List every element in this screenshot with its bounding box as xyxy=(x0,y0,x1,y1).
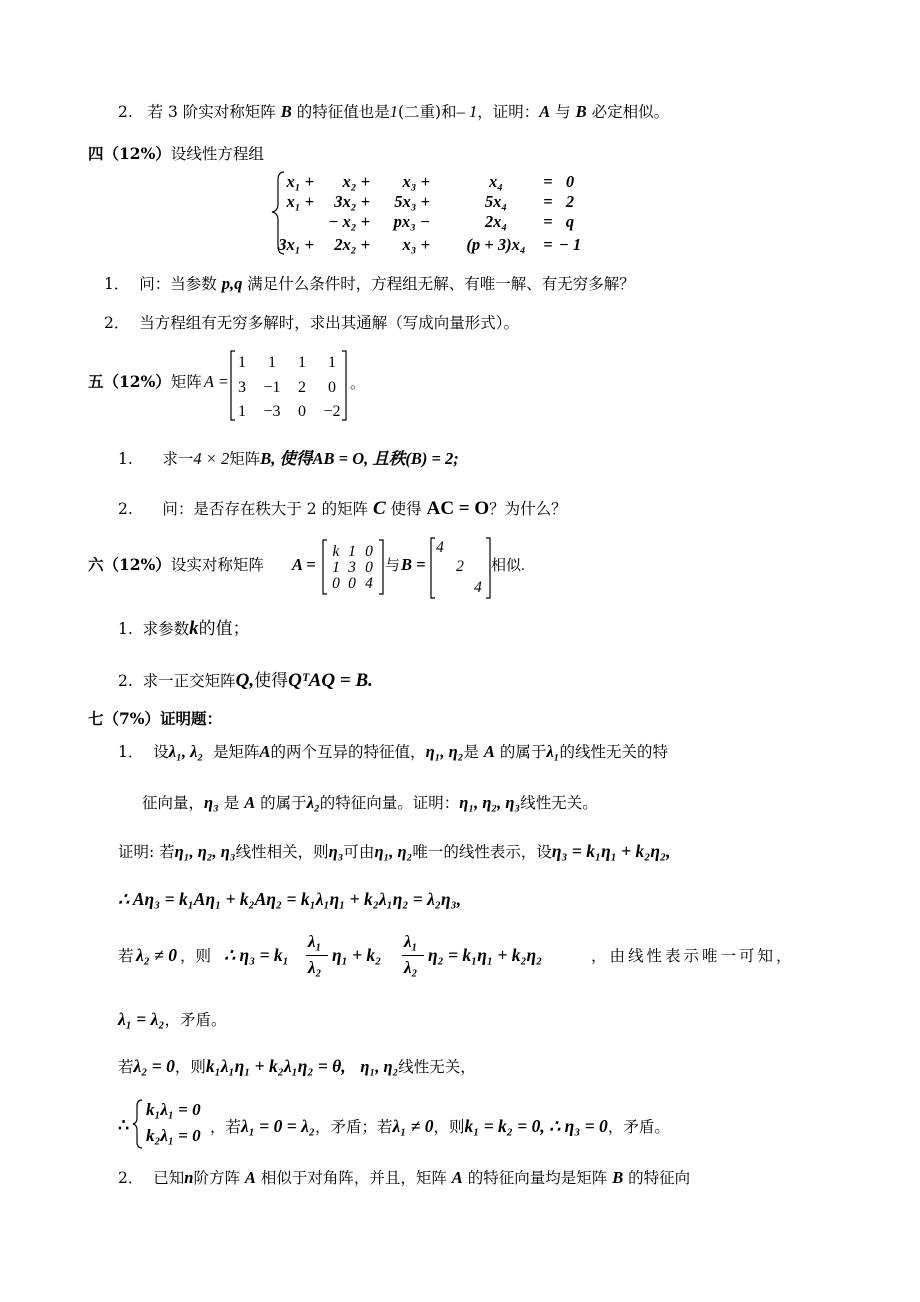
B-eq: B = xyxy=(401,555,426,574)
eq-cell: = xyxy=(543,172,553,191)
section-6-matrices xyxy=(290,536,550,600)
q7-item-1-line2: 征向量，η₃ 是 A 的属于λ₂的特征向量。证明：η₁, η₂, η₃线性无关。 xyxy=(142,793,598,812)
eq-cell: 0 xyxy=(565,172,575,191)
proof-line-6: ∴ k₁λ₁ = 0 k₂λ₁ = 0 ，若λ₁ = 0 = λ₂，矛盾；若λ₁ ≠ 0，则k₁ = k₂ = 0, ∴ η₃ = 0，矛盾。 xyxy=(118,1096,838,1152)
matrix-cell: k xyxy=(332,543,340,560)
matrix-cell: 1 xyxy=(348,543,356,560)
proof-line-4: λ₁ = λ₂，矛盾。 xyxy=(118,1009,227,1029)
matrix-cell: −2 xyxy=(323,403,341,420)
matrix-B6-cells xyxy=(436,539,482,596)
system-brace xyxy=(132,1098,144,1150)
right-bracket xyxy=(342,351,346,420)
q6-item-2: 2. 求一正交矩阵Q,使得QᵀAQ = B. xyxy=(118,670,373,691)
eq-cell: px₃ − xyxy=(393,212,430,231)
period: 。 xyxy=(350,376,366,392)
matrix-cell: 4 xyxy=(365,575,373,592)
frac2-num: λ₁ xyxy=(404,932,418,951)
section-6-heading: 六（12%）设实对称矩阵 xyxy=(88,555,264,574)
matrix-cell: 0 xyxy=(332,575,340,592)
q6-item-1: 1. 求参数k的值； xyxy=(118,618,250,639)
eq-cell: 2x₄ xyxy=(484,212,508,231)
frac1-bar xyxy=(306,955,328,956)
eq-cell: 2 xyxy=(565,192,575,211)
matrix-cell: −3 xyxy=(263,403,281,420)
left-bracket xyxy=(231,351,235,420)
matrix-diag-cell: 4 xyxy=(436,539,444,556)
A-eq: A = xyxy=(292,555,316,574)
eq-cell: − 1 xyxy=(558,235,582,254)
similar-text: 相似. xyxy=(491,558,525,574)
matrix-cell: 1 xyxy=(238,403,246,420)
eq-cell: x₁ + xyxy=(286,192,314,211)
matrix-diag-cell: 4 xyxy=(474,579,482,596)
equation-system xyxy=(270,168,580,258)
matrix-cell: 1 xyxy=(268,354,276,371)
q7-item-2: 2． 已知n阶方阵 A 相似于对角阵，并且，矩阵 A 的特征向量均是矩阵 B 的特征向 xyxy=(118,1168,691,1187)
q5-item-1: 1. 求一4 × 2矩阵B, 使得AB = O, 且秩(B) = 2; xyxy=(118,449,459,468)
q5-item-2: 2. 问：是否存在秩大于 2 的矩阵 C 使得 AC = O？为什么？ xyxy=(118,498,567,519)
matrix-cell: 1 xyxy=(328,354,336,371)
matrix-cell: 0 xyxy=(328,379,336,396)
q4-item-2: 2． 当方程组有无穷多解时，求出其通解（写成向量形式）。 xyxy=(104,314,519,332)
matrix-cell: 0 xyxy=(348,575,356,592)
frac2-bar xyxy=(402,955,424,956)
q4-item-1: 1． 问：当参数 p,q 满足什么条件时，方程组无解、有唯一解、有无穷多解？ xyxy=(104,274,635,293)
eq-cell: x₃ + xyxy=(402,172,430,191)
section-5-heading: 五（12%）矩阵 A = xyxy=(88,372,229,391)
eq-cell: = xyxy=(543,212,553,231)
with-text: 与 xyxy=(385,558,401,574)
eq-cell: x₃ + xyxy=(402,235,430,254)
frac1-den: λ₂ xyxy=(308,958,322,977)
matrix-cell: 1 xyxy=(238,354,246,371)
frac2-den: λ₂ xyxy=(404,958,418,977)
eq-cell: 5x₄ xyxy=(484,192,508,211)
eq-cell: 3x₂ + xyxy=(334,192,370,211)
matrix-A5 xyxy=(228,348,366,424)
matrix-cell: −1 xyxy=(263,379,281,396)
matrix-cell: 1 xyxy=(332,559,340,576)
matrix-cell: 2 xyxy=(298,379,306,396)
matrix-diag-cell: 2 xyxy=(456,558,464,575)
eq-cell: = xyxy=(543,235,553,254)
eq-cell: x₄ xyxy=(488,172,504,191)
eq-cell: 2x₂ + xyxy=(334,235,370,254)
eq-cell: x₁ + xyxy=(286,172,314,191)
matrix-cell: 0 xyxy=(365,559,373,576)
section-4-heading: 四（12%）设线性方程组 xyxy=(88,144,264,163)
eq-cell: 3x₁ + xyxy=(278,235,314,254)
eq-cell: − x₂ + xyxy=(328,212,370,231)
eq-cell: q xyxy=(565,212,575,231)
matrix-cell: 0 xyxy=(298,403,306,420)
proof-line-5: 若λ₂ = 0，则k₁λ₁η₁ + k₂λ₁η₂ = θ, η₁, η₂线性无关， xyxy=(118,1056,476,1076)
eq-cell: x₂ + xyxy=(342,172,370,191)
A-left-bracket xyxy=(323,540,327,594)
matrix-cell: 0 xyxy=(365,543,373,560)
B-left-bracket xyxy=(431,538,435,598)
matrix-cell: 1 xyxy=(298,354,306,371)
A-right-bracket xyxy=(379,540,383,594)
frac1-num: λ₁ xyxy=(308,932,322,951)
eq-cell: 5x₃ + xyxy=(394,192,430,211)
matrix-A6-cells xyxy=(332,543,373,592)
proof-line-1: 证明: 若η₁, η₂, η₃线性相关，则η₃可由η₁, η₂唯一的线性表示，设η₃ = k₁η₁ + k₂η₂, xyxy=(118,841,671,861)
eq-cell: (p + 3)x₄ xyxy=(466,235,526,254)
q3-item-2: 2. 若 3 阶实对称矩阵 B 的特征值也是1(二重)和– 1，证明：A 与 B 必定相似。 xyxy=(118,102,670,121)
proof-line-2: ∴ Aη₃ = k₁Aη₁ + k₂Aη₂ = k₁λ₁η₁ + k₂λ₁η₂ = λ₂η₃, xyxy=(118,889,462,909)
matrix-cell: 3 xyxy=(238,379,246,396)
q7-item-1-line1: 1． 设λ₁, λ₂ 是矩阵A的两个互异的特征值，η₁, η₂是 A 的属于λ₁的线性无关的特 xyxy=(118,742,668,761)
matrix-cell: 3 xyxy=(348,559,356,576)
B-right-bracket xyxy=(486,538,490,598)
equation-rows xyxy=(277,172,581,254)
matrix-A5-cells xyxy=(238,354,341,420)
therefore: ∴ xyxy=(118,1115,130,1135)
section-7-heading: 七（7%）证明题： xyxy=(88,709,223,728)
eq-cell: = xyxy=(543,192,553,211)
